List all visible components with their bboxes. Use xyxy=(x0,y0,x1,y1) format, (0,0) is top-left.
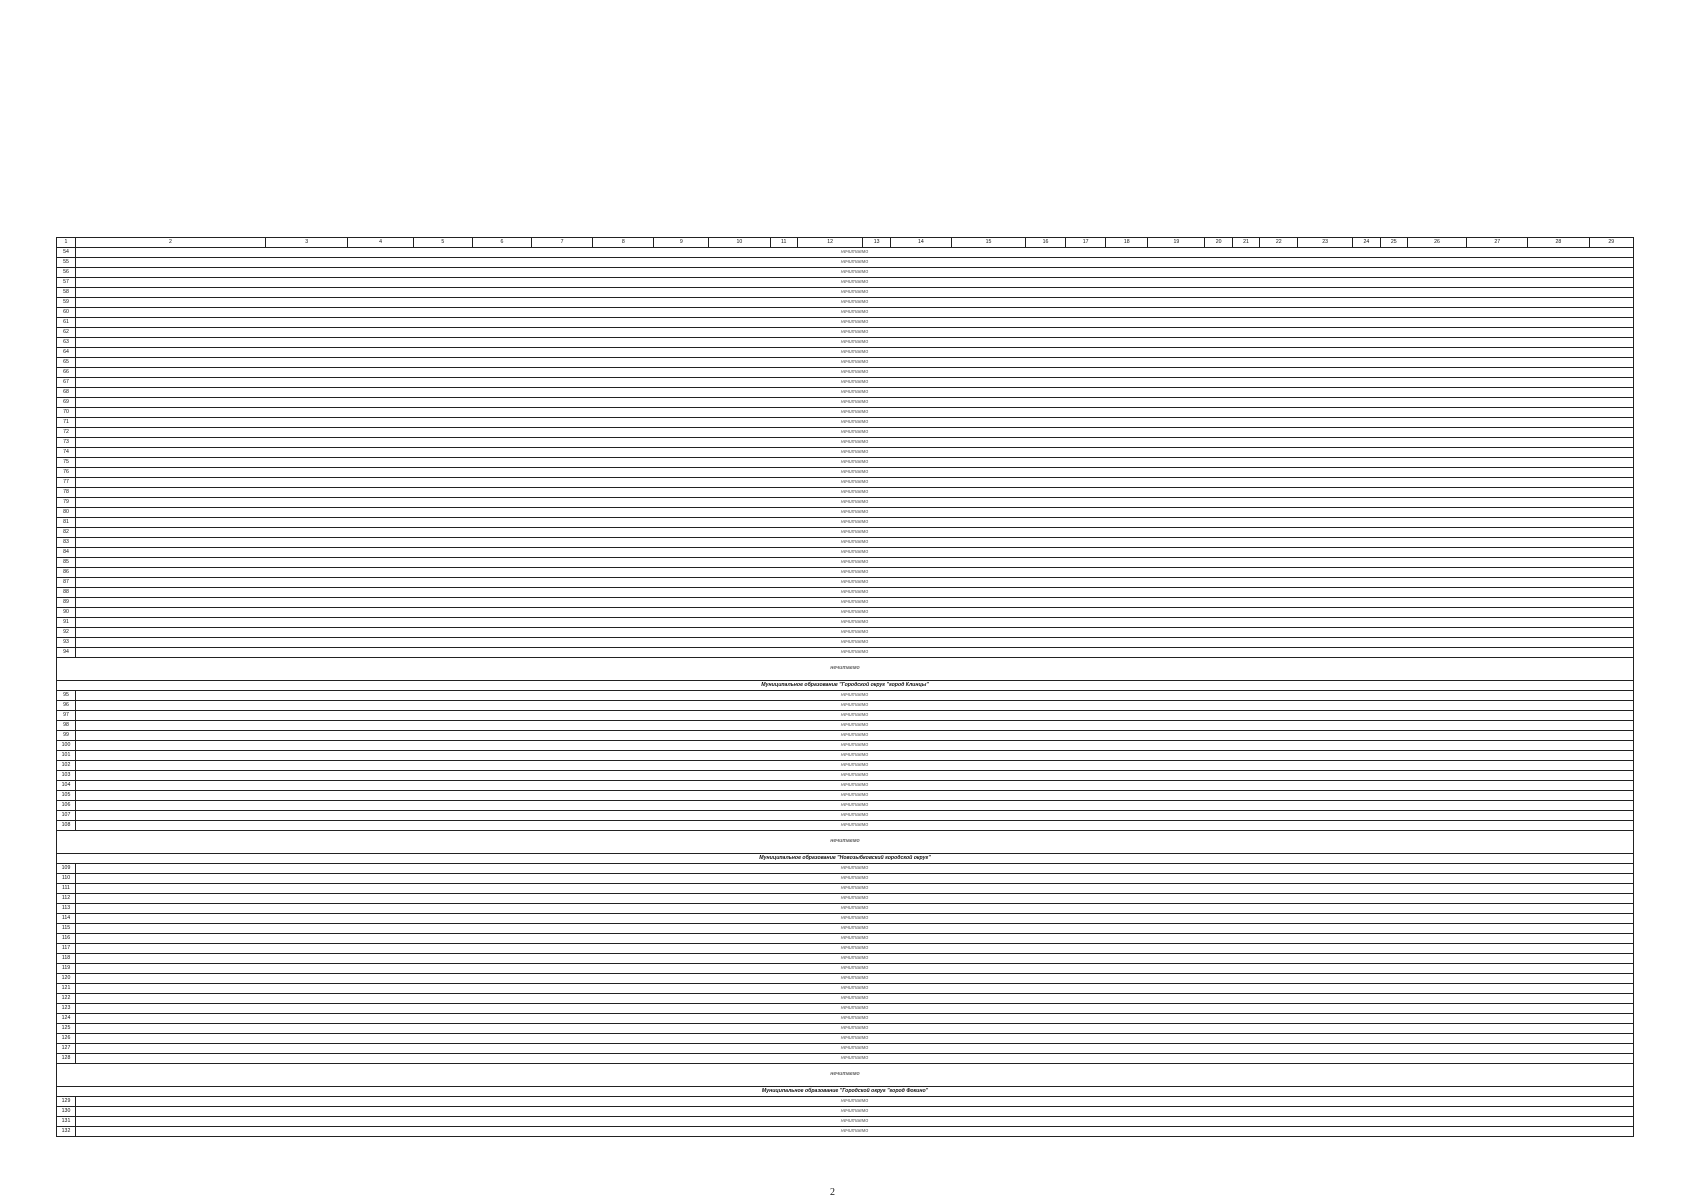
row-number: 92 xyxy=(57,628,76,638)
table-row xyxy=(57,904,1634,914)
row-number: 61 xyxy=(57,318,76,328)
table-row xyxy=(57,1004,1634,1014)
unreadable-cells: нечитаемо xyxy=(76,801,1634,811)
unreadable-cells: нечитаемо xyxy=(76,538,1634,548)
table-row xyxy=(57,894,1634,904)
unreadable-cells: нечитаемо xyxy=(76,1097,1634,1107)
row-number: 62 xyxy=(57,328,76,338)
unreadable-cells: нечитаемо xyxy=(76,388,1634,398)
table-row xyxy=(57,691,1634,701)
column-number: 24 xyxy=(1353,238,1380,248)
unreadable-cells: нечитаемо xyxy=(76,268,1634,278)
row-number: 90 xyxy=(57,608,76,618)
table-row xyxy=(57,1014,1634,1024)
row-number: 102 xyxy=(57,761,76,771)
section-title: Муниципальное образование "Городской округ "город Клинцы" xyxy=(57,681,1634,691)
row-number: 108 xyxy=(57,821,76,831)
unreadable-cells: нечитаемо xyxy=(76,528,1634,538)
table-row xyxy=(57,428,1634,438)
table-row xyxy=(57,378,1634,388)
unreadable-cells: нечитаемо xyxy=(76,248,1634,258)
row-number: 63 xyxy=(57,338,76,348)
table-row xyxy=(57,408,1634,418)
unreadable-cells: нечитаемо xyxy=(76,751,1634,761)
table-row xyxy=(57,328,1634,338)
row-number: 60 xyxy=(57,308,76,318)
row-number: 73 xyxy=(57,438,76,448)
table-row xyxy=(57,488,1634,498)
table-row xyxy=(57,711,1634,721)
unreadable-cells: нечитаемо xyxy=(76,821,1634,831)
unreadable-cells: нечитаемо xyxy=(76,638,1634,648)
table-row xyxy=(57,1024,1634,1034)
unreadable-cells: нечитаемо xyxy=(76,258,1634,268)
table-row xyxy=(57,528,1634,538)
row-number: 100 xyxy=(57,741,76,751)
row-number: 66 xyxy=(57,368,76,378)
table-row xyxy=(57,318,1634,328)
table-row xyxy=(57,781,1634,791)
row-number: 81 xyxy=(57,518,76,528)
unreadable-cells: нечитаемо xyxy=(76,608,1634,618)
row-number: 87 xyxy=(57,578,76,588)
column-number: 9 xyxy=(654,238,709,248)
row-number: 113 xyxy=(57,904,76,914)
row-number: 59 xyxy=(57,298,76,308)
row-number: 72 xyxy=(57,428,76,438)
row-number: 105 xyxy=(57,791,76,801)
row-number: 82 xyxy=(57,528,76,538)
unreadable-cells: нечитаемо xyxy=(76,468,1634,478)
row-number: 83 xyxy=(57,538,76,548)
table-row xyxy=(57,954,1634,964)
table-row xyxy=(57,791,1634,801)
unreadable-cells: нечитаемо xyxy=(76,618,1634,628)
table-row xyxy=(57,388,1634,398)
unreadable-cells: нечитаемо xyxy=(76,874,1634,884)
table-row xyxy=(57,811,1634,821)
unreadable-cells: нечитаемо xyxy=(76,791,1634,801)
table-row xyxy=(57,578,1634,588)
row-number: 119 xyxy=(57,964,76,974)
unreadable-cells: нечитаемо xyxy=(76,894,1634,904)
table-row xyxy=(57,268,1634,278)
unreadable-cells: нечитаемо xyxy=(76,1054,1634,1064)
row-number: 74 xyxy=(57,448,76,458)
row-number: 91 xyxy=(57,618,76,628)
row-number: 54 xyxy=(57,248,76,258)
table-row xyxy=(57,498,1634,508)
column-number: 10 xyxy=(709,238,770,248)
table-row xyxy=(57,568,1634,578)
table-row xyxy=(57,1054,1634,1064)
unreadable-cells: нечитаемо xyxy=(76,418,1634,428)
unreadable-cells: нечитаемо xyxy=(76,298,1634,308)
unreadable-cells: нечитаемо xyxy=(76,994,1634,1004)
column-number: 21 xyxy=(1232,238,1259,248)
unreadable-cells: нечитаемо xyxy=(76,648,1634,658)
unreadable-cells: нечитаемо xyxy=(76,924,1634,934)
column-number: 26 xyxy=(1407,238,1466,248)
unreadable-cells: нечитаемо xyxy=(76,904,1634,914)
unreadable-cells: нечитаемо xyxy=(76,338,1634,348)
row-number: 109 xyxy=(57,864,76,874)
table-row xyxy=(57,1107,1634,1117)
row-number: 120 xyxy=(57,974,76,984)
unreadable-cells: нечитаемо xyxy=(76,884,1634,894)
unreadable-cells: нечитаемо xyxy=(76,1107,1634,1117)
row-number: 57 xyxy=(57,278,76,288)
column-number: 20 xyxy=(1205,238,1232,248)
unreadable-cells: нечитаемо xyxy=(76,378,1634,388)
unreadable-cells: нечитаемо xyxy=(76,771,1634,781)
row-number: 114 xyxy=(57,914,76,924)
unreadable-cells: нечитаемо xyxy=(76,428,1634,438)
row-number: 93 xyxy=(57,638,76,648)
unreadable-cells: нечитаемо xyxy=(76,1117,1634,1127)
row-number: 69 xyxy=(57,398,76,408)
table-row xyxy=(57,458,1634,468)
unreadable-cells: нечитаемо xyxy=(76,781,1634,791)
column-number: 28 xyxy=(1528,238,1589,248)
row-number: 76 xyxy=(57,468,76,478)
row-number: 89 xyxy=(57,598,76,608)
unreadable-cells: нечитаемо xyxy=(76,348,1634,358)
row-number: 55 xyxy=(57,258,76,268)
column-number: 11 xyxy=(770,238,797,248)
unreadable-cells: нечитаемо xyxy=(76,964,1634,974)
table-row xyxy=(57,801,1634,811)
table-row xyxy=(57,741,1634,751)
section-title: Муниципальное образование "Новозыбковский городской округ" xyxy=(57,854,1634,864)
section-header-row xyxy=(57,854,1634,864)
unreadable-cells: нечитаемо xyxy=(76,358,1634,368)
row-number: 80 xyxy=(57,508,76,518)
column-number: 7 xyxy=(531,238,592,248)
row-number: 99 xyxy=(57,731,76,741)
row-number: 131 xyxy=(57,1117,76,1127)
row-number: 68 xyxy=(57,388,76,398)
table-row xyxy=(57,478,1634,488)
row-number: 117 xyxy=(57,944,76,954)
table-row xyxy=(57,628,1634,638)
unreadable-cells: нечитаемо xyxy=(76,954,1634,964)
unreadable-cells: нечитаемо xyxy=(76,701,1634,711)
table-row xyxy=(57,934,1634,944)
row-number: 79 xyxy=(57,498,76,508)
unreadable-cells: нечитаемо xyxy=(76,984,1634,994)
table-row xyxy=(57,648,1634,658)
table-row xyxy=(57,468,1634,478)
unreadable-cells: нечитаемо xyxy=(76,1127,1634,1137)
column-number: 8 xyxy=(593,238,654,248)
section-title: Муниципальное образование "Городской округ "город Фокино" xyxy=(57,1087,1634,1097)
table-row xyxy=(57,1127,1634,1137)
row-number: 112 xyxy=(57,894,76,904)
table-row xyxy=(57,298,1634,308)
row-number: 128 xyxy=(57,1054,76,1064)
unreadable-cells: нечитаемо xyxy=(76,498,1634,508)
unreadable-cells: нечитаемо xyxy=(76,438,1634,448)
table-row xyxy=(57,701,1634,711)
table-row xyxy=(57,984,1634,994)
column-number: 18 xyxy=(1106,238,1148,248)
unreadable-subtotal: нечитаемо xyxy=(57,1064,1634,1087)
row-number: 122 xyxy=(57,994,76,1004)
table-row xyxy=(57,558,1634,568)
unreadable-cells: нечитаемо xyxy=(76,944,1634,954)
unreadable-cells: нечитаемо xyxy=(76,508,1634,518)
row-number: 96 xyxy=(57,701,76,711)
unreadable-subtotal: нечитаемо xyxy=(57,658,1634,681)
unreadable-cells: нечитаемо xyxy=(76,448,1634,458)
row-number: 126 xyxy=(57,1034,76,1044)
section-header-row xyxy=(57,1087,1634,1097)
register-sheet xyxy=(56,237,1634,1137)
table-row xyxy=(57,1044,1634,1054)
subtotal-row xyxy=(57,831,1634,854)
row-number: 107 xyxy=(57,811,76,821)
unreadable-cells: нечитаемо xyxy=(76,711,1634,721)
row-number: 111 xyxy=(57,884,76,894)
column-number: 6 xyxy=(472,238,531,248)
table-row xyxy=(57,874,1634,884)
column-number-row xyxy=(57,238,1634,248)
unreadable-cells: нечитаемо xyxy=(76,731,1634,741)
unreadable-cells: нечитаемо xyxy=(76,318,1634,328)
unreadable-subtotal: нечитаемо xyxy=(57,831,1634,854)
page-number: 2 xyxy=(830,1187,835,1198)
table-row xyxy=(57,761,1634,771)
unreadable-cells: нечитаемо xyxy=(76,328,1634,338)
column-number: 4 xyxy=(348,238,413,248)
row-number: 58 xyxy=(57,288,76,298)
table-row xyxy=(57,771,1634,781)
column-number: 17 xyxy=(1066,238,1106,248)
table-row xyxy=(57,638,1634,648)
column-number: 1 xyxy=(57,238,76,248)
table-row xyxy=(57,448,1634,458)
table-row xyxy=(57,248,1634,258)
row-number: 116 xyxy=(57,934,76,944)
row-number: 86 xyxy=(57,568,76,578)
row-number: 124 xyxy=(57,1014,76,1024)
table-row xyxy=(57,618,1634,628)
unreadable-cells: нечитаемо xyxy=(76,864,1634,874)
row-number: 115 xyxy=(57,924,76,934)
table-row xyxy=(57,418,1634,428)
table-row xyxy=(57,588,1634,598)
table-row xyxy=(57,508,1634,518)
table-row xyxy=(57,288,1634,298)
column-number: 3 xyxy=(266,238,348,248)
row-number: 56 xyxy=(57,268,76,278)
row-number: 67 xyxy=(57,378,76,388)
column-number: 22 xyxy=(1260,238,1298,248)
row-number: 121 xyxy=(57,984,76,994)
table-row xyxy=(57,308,1634,318)
unreadable-cells: нечитаемо xyxy=(76,488,1634,498)
row-number: 77 xyxy=(57,478,76,488)
column-number: 15 xyxy=(952,238,1026,248)
table-row xyxy=(57,964,1634,974)
unreadable-cells: нечитаемо xyxy=(76,741,1634,751)
capital-repair-table xyxy=(56,237,1634,1137)
table-row xyxy=(57,278,1634,288)
table-row xyxy=(57,398,1634,408)
row-number: 130 xyxy=(57,1107,76,1117)
unreadable-cells: нечитаемо xyxy=(76,1014,1634,1024)
row-number: 125 xyxy=(57,1024,76,1034)
unreadable-cells: нечитаемо xyxy=(76,1024,1634,1034)
unreadable-cells: нечитаемо xyxy=(76,308,1634,318)
row-number: 118 xyxy=(57,954,76,964)
table-row xyxy=(57,258,1634,268)
row-number: 71 xyxy=(57,418,76,428)
unreadable-cells: нечитаемо xyxy=(76,408,1634,418)
unreadable-cells: нечитаемо xyxy=(76,1004,1634,1014)
column-number: 14 xyxy=(890,238,951,248)
row-number: 94 xyxy=(57,648,76,658)
row-number: 123 xyxy=(57,1004,76,1014)
row-number: 132 xyxy=(57,1127,76,1137)
unreadable-cells: нечитаемо xyxy=(76,478,1634,488)
table-row xyxy=(57,368,1634,378)
row-number: 78 xyxy=(57,488,76,498)
column-number: 25 xyxy=(1380,238,1407,248)
unreadable-cells: нечитаемо xyxy=(76,1034,1634,1044)
row-number: 84 xyxy=(57,548,76,558)
unreadable-cells: нечитаемо xyxy=(76,914,1634,924)
row-number: 85 xyxy=(57,558,76,568)
column-number: 16 xyxy=(1025,238,1065,248)
unreadable-cells: нечитаемо xyxy=(76,628,1634,638)
row-number: 88 xyxy=(57,588,76,598)
row-number: 64 xyxy=(57,348,76,358)
row-number: 75 xyxy=(57,458,76,468)
table-row xyxy=(57,751,1634,761)
row-number: 127 xyxy=(57,1044,76,1054)
row-number: 70 xyxy=(57,408,76,418)
table-row xyxy=(57,974,1634,984)
column-number: 27 xyxy=(1467,238,1528,248)
column-number: 12 xyxy=(797,238,862,248)
row-number: 110 xyxy=(57,874,76,884)
unreadable-cells: нечитаемо xyxy=(76,548,1634,558)
row-number: 101 xyxy=(57,751,76,761)
subtotal-row xyxy=(57,658,1634,681)
table-row xyxy=(57,1117,1634,1127)
unreadable-cells: нечитаемо xyxy=(76,558,1634,568)
row-number: 104 xyxy=(57,781,76,791)
unreadable-cells: нечитаемо xyxy=(76,811,1634,821)
column-number: 23 xyxy=(1298,238,1353,248)
row-number: 97 xyxy=(57,711,76,721)
unreadable-cells: нечитаемо xyxy=(76,458,1634,468)
unreadable-cells: нечитаемо xyxy=(76,568,1634,578)
unreadable-cells: нечитаемо xyxy=(76,598,1634,608)
table-row xyxy=(57,924,1634,934)
table-row xyxy=(57,914,1634,924)
table-row xyxy=(57,438,1634,448)
column-number: 19 xyxy=(1148,238,1205,248)
table-row xyxy=(57,608,1634,618)
column-number: 2 xyxy=(76,238,266,248)
table-row xyxy=(57,944,1634,954)
row-number: 98 xyxy=(57,721,76,731)
unreadable-cells: нечитаемо xyxy=(76,934,1634,944)
row-number: 129 xyxy=(57,1097,76,1107)
column-number: 13 xyxy=(863,238,890,248)
unreadable-cells: нечитаемо xyxy=(76,761,1634,771)
table-row xyxy=(57,864,1634,874)
table-row xyxy=(57,548,1634,558)
column-number: 29 xyxy=(1589,238,1633,248)
table-row xyxy=(57,884,1634,894)
table-row xyxy=(57,1097,1634,1107)
unreadable-cells: нечитаемо xyxy=(76,721,1634,731)
table-row xyxy=(57,338,1634,348)
row-number: 106 xyxy=(57,801,76,811)
table-row xyxy=(57,518,1634,528)
unreadable-cells: нечитаемо xyxy=(76,368,1634,378)
table-row xyxy=(57,731,1634,741)
unreadable-cells: нечитаемо xyxy=(76,578,1634,588)
table-row xyxy=(57,538,1634,548)
unreadable-cells: нечитаемо xyxy=(76,288,1634,298)
unreadable-cells: нечитаемо xyxy=(76,588,1634,598)
table-row xyxy=(57,358,1634,368)
table-row xyxy=(57,821,1634,831)
column-number: 5 xyxy=(413,238,472,248)
row-number: 103 xyxy=(57,771,76,781)
row-number: 65 xyxy=(57,358,76,368)
unreadable-cells: нечитаемо xyxy=(76,974,1634,984)
unreadable-cells: нечитаемо xyxy=(76,278,1634,288)
table-row xyxy=(57,348,1634,358)
table-row xyxy=(57,598,1634,608)
section-header-row xyxy=(57,681,1634,691)
unreadable-cells: нечитаемо xyxy=(76,691,1634,701)
unreadable-cells: нечитаемо xyxy=(76,398,1634,408)
row-number: 95 xyxy=(57,691,76,701)
table-row xyxy=(57,994,1634,1004)
subtotal-row xyxy=(57,1064,1634,1087)
table-row xyxy=(57,1034,1634,1044)
unreadable-cells: нечитаемо xyxy=(76,1044,1634,1054)
unreadable-cells: нечитаемо xyxy=(76,518,1634,528)
table-row xyxy=(57,721,1634,731)
